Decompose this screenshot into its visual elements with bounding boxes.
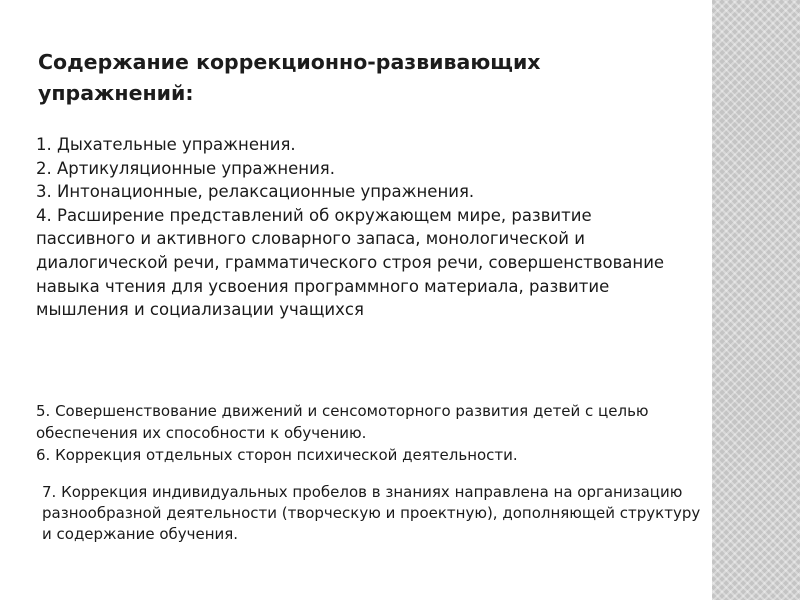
list-item-intonation: 3. Интонационные, релаксационные упражнения. bbox=[36, 182, 475, 202]
exercise-list-part2 bbox=[36, 400, 706, 466]
list-item-world-knowledge: 4. Расширение представлений об окружающем мире, развитие пассивного и активного словарного запаса, монологической и диалогической речи, грамматического строя речи, совершенствование навыка чтения для усвоения программного материала, развитие мышления и социализации учащихся bbox=[36, 205, 665, 320]
decorative-side-panel bbox=[712, 0, 800, 600]
list-item-articulation: 2. Артикуляционные упражнения. bbox=[36, 158, 335, 178]
exercise-list-part1 bbox=[36, 133, 676, 322]
list-item-knowledge-gaps: 7. Коррекция индивидуальных пробелов в знаниях направлена на организацию разнообразной деятельности (творческую и проектную), дополняющей структуру и содержание обучения. bbox=[42, 483, 701, 543]
list-item-motor-skills: 5. Совершенствование движений и сенсомоторного развития детей с целью обеспечения их способности к обучению. bbox=[36, 402, 649, 442]
exercise-list-part3 bbox=[42, 482, 712, 545]
list-item-breathing: 1. Дыхательные упражнения. bbox=[36, 135, 296, 154]
list-item-psychological-correction: 6. Коррекция отдельных сторон психической деятельности. bbox=[36, 446, 518, 464]
slide-title: Содержание коррекционно-развивающих упражнений: bbox=[38, 50, 541, 105]
